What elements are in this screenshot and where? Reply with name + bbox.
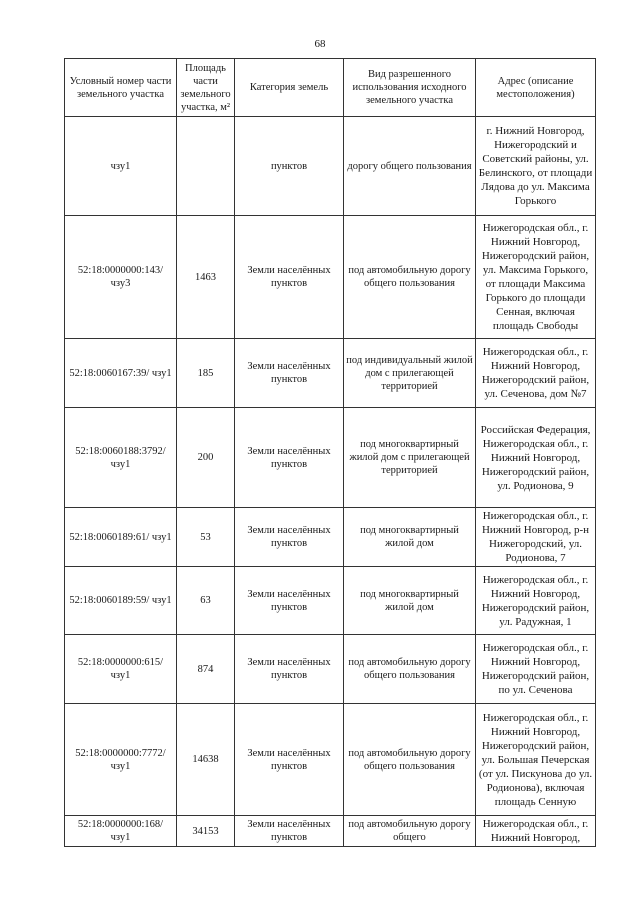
cell-category: Земли населённых пунктов — [235, 816, 344, 847]
cell-number: 52:18:0060189:61/ чзу1 — [65, 508, 177, 567]
cell-address: Нижегородская обл., г. Нижний Новгород, — [476, 816, 596, 847]
cell-use: под многоквартирный жилой дом — [344, 567, 476, 635]
cell-address: Нижегородская обл., г. Нижний Новгород, Нижегородский район, ул. Большая Печерская (от ул. Пискунова до ул. Родионова), включая площадь Сенную — [476, 704, 596, 816]
cell-category: Земли населённых пунктов — [235, 508, 344, 567]
column-header-number: Условный номер части земельного участка — [65, 59, 177, 117]
cell-area: 14638 — [177, 704, 235, 816]
cell-category: пунктов — [235, 117, 344, 216]
cell-category: Земли населённых пунктов — [235, 635, 344, 704]
table-row — [65, 408, 596, 508]
cell-use: дорогу общего пользования — [344, 117, 476, 216]
cell-area: 34153 — [177, 816, 235, 847]
table-row — [65, 704, 596, 816]
table-row — [65, 816, 596, 847]
column-header-use: Вид разрешенного использования исходного земельного участка — [344, 59, 476, 117]
cell-area: 185 — [177, 339, 235, 408]
cell-category: Земли населённых пунктов — [235, 216, 344, 339]
cell-use: под многоквартирный жилой дом — [344, 508, 476, 567]
cell-number: 52:18:0000000:615/ чзу1 — [65, 635, 177, 704]
cell-use: под автомобильную дорогу общего пользования — [344, 216, 476, 339]
cell-area: 1463 — [177, 216, 235, 339]
table-row — [65, 635, 596, 704]
cell-area: 874 — [177, 635, 235, 704]
cell-address: Нижегородская обл., г. Нижний Новгород, р-н Нижегородский, ул. Родионова, 7 — [476, 508, 596, 567]
cell-number: чзу1 — [65, 117, 177, 216]
cell-use: под автомобильную дорогу общего — [344, 816, 476, 847]
table-row — [65, 216, 596, 339]
cell-address: Нижегородская обл., г. Нижний Новгород, Нижегородский район, ул. Сеченова, дом №7 — [476, 339, 596, 408]
cell-address: Российская Федерация, Нижегородская обл., г. Нижний Новгород, Нижегородский район, ул. Родионова, 9 — [476, 408, 596, 508]
table-row — [65, 567, 596, 635]
cell-number: 52:18:0060188:3792/ чзу1 — [65, 408, 177, 508]
table-row — [65, 508, 596, 567]
cell-area: 200 — [177, 408, 235, 508]
column-header-address: Адрес (описание местоположения) — [476, 59, 596, 117]
cell-number: 52:18:0000000:168/ чзу1 — [65, 816, 177, 847]
table-header-row — [65, 59, 596, 117]
page-number: 68 — [314, 38, 326, 50]
cell-area: 63 — [177, 567, 235, 635]
table-row — [65, 117, 596, 216]
cell-category: Земли населённых пунктов — [235, 704, 344, 816]
cell-address: г. Нижний Новгород, Нижегородский и Советский районы, ул. Белинского, от площади Лядова до ул. Максима Горького — [476, 117, 596, 216]
cell-use: под автомобильную дорогу общего пользования — [344, 635, 476, 704]
cell-use: под автомобильную дорогу общего пользования — [344, 704, 476, 816]
column-header-area: Площадь части земельного участка, м² — [177, 59, 235, 117]
cell-category: Земли населённых пунктов — [235, 408, 344, 508]
cell-number: 52:18:0060167:39/ чзу1 — [65, 339, 177, 408]
cell-area — [177, 117, 235, 216]
cell-area: 53 — [177, 508, 235, 567]
cell-use: под индивидуальный жилой дом с прилегающей территорией — [344, 339, 476, 408]
cell-address: Нижегородская обл., г. Нижний Новгород, Нижегородский район, ул. Радужная, 1 — [476, 567, 596, 635]
cell-address: Нижегородская обл., г. Нижний Новгород, Нижегородский район, ул. Максима Горького, от площади Максима Горького до площади Сенная, включая площадь Свободы — [476, 216, 596, 339]
cell-address: Нижегородская обл., г. Нижний Новгород, Нижегородский район, по ул. Сеченова — [476, 635, 596, 704]
cell-category: Земли населённых пунктов — [235, 567, 344, 635]
table-row — [65, 339, 596, 408]
column-header-category: Категория земель — [235, 59, 344, 117]
cell-number: 52:18:0000000:143/ чзу3 — [65, 216, 177, 339]
cell-use: под многоквартирный жилой дом с прилегающей территорией — [344, 408, 476, 508]
cell-number: 52:18:0000000:7772/ чзу1 — [65, 704, 177, 816]
cell-category: Земли населённых пунктов — [235, 339, 344, 408]
cell-number: 52:18:0060189:59/ чзу1 — [65, 567, 177, 635]
land-parcels-table — [64, 58, 596, 847]
